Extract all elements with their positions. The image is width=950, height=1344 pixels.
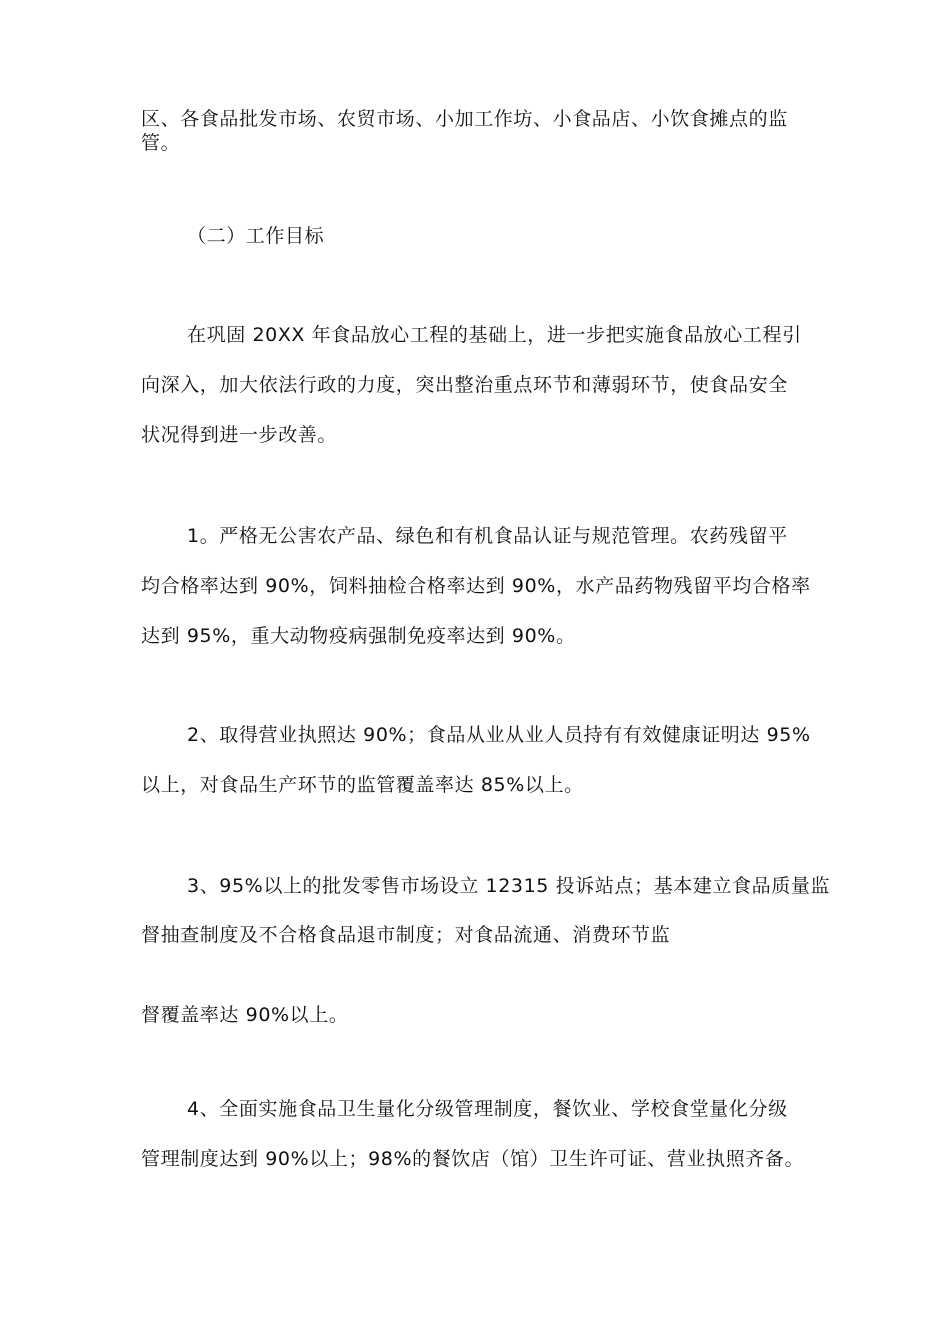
paragraph-intro-line-2: 向深入，加大依法行政的力度，突出整治重点环节和薄弱环节，使食品安全 — [141, 374, 788, 396]
item-2-line-1: 2、取得营业执照达 90%；食品从业从业人员持有有效健康证明达 95% — [187, 724, 811, 746]
item-1-line-3: 达到 95%，重大动物疫病强制免疫率达到 90%。 — [141, 625, 576, 647]
paragraph-scope-line-2: 管。 — [141, 132, 181, 154]
item-1-line-1: 1。严格无公害农产品、绿色和有机食品认证与规范管理。农药残留平 — [187, 525, 788, 547]
paragraph-intro-line-3: 状况得到进一步改善。 — [141, 424, 338, 446]
item-2-line-2: 以上，对食品生产环节的监管覆盖率达 85%以上。 — [141, 774, 584, 796]
paragraph-intro-line-1: 在巩固 20XX 年食品放心工程的基础上，进一步把实施食品放心工程引 — [187, 324, 802, 346]
item-4-line-2: 管理制度达到 90%以上；98%的餐饮店（馆）卫生许可证、营业执照齐备。 — [141, 1148, 805, 1170]
item-4-line-1: 4、全面实施食品卫生量化分级管理制度，餐饮业、学校食堂量化分级 — [187, 1098, 788, 1120]
item-3-line-3: 督覆盖率达 90%以上。 — [141, 1004, 349, 1026]
item-3-line-1: 3、95%以上的批发零售市场设立 12315 投诉站点；基本建立食品质量监 — [187, 875, 831, 897]
item-1-line-2: 均合格率达到 90%，饲料抽检合格率达到 90%，水产品药物残留平均合格率 — [141, 575, 811, 597]
paragraph-scope-line-1: 区、各食品批发市场、农贸市场、小加工作坊、小食品店、小饮食摊点的监 — [141, 108, 788, 130]
section-heading-work-goals: （二）工作目标 — [187, 225, 325, 247]
item-3-line-2: 督抽查制度及不合格食品退市制度；对食品流通、消费环节监 — [141, 924, 671, 946]
